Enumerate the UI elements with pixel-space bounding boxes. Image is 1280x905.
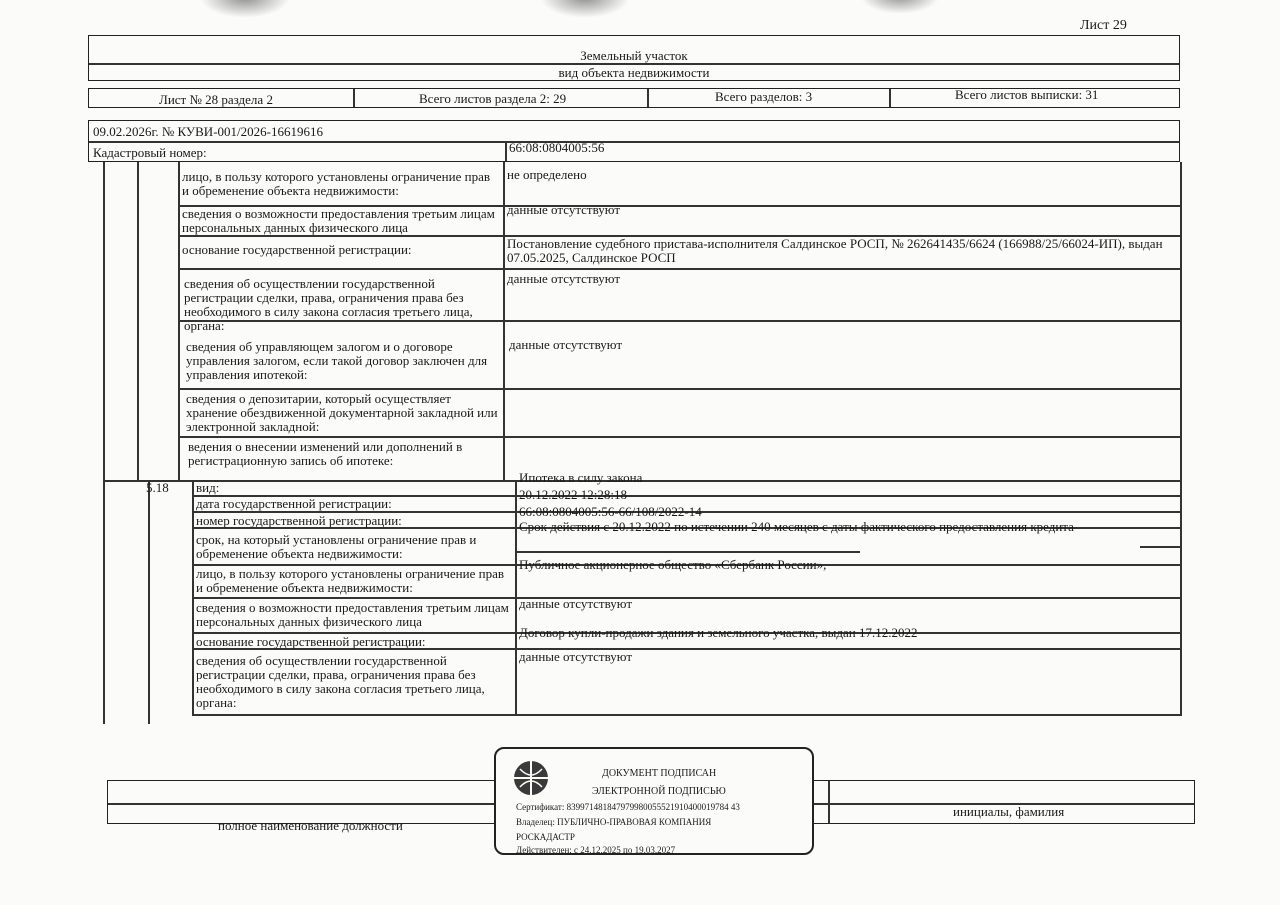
divider [353, 89, 355, 107]
row-value: Постановление судебного пристава-исполнителя Салдинское РОСП, № 262641435/6624 (166988/25/66024-ИП), выдан 07.05.2025, Салдинское РОСП [507, 236, 1163, 265]
s518-value: Срок действия с 20.12.2022 по истечении 240 месяцев с даты фактического предоставления кредита [519, 519, 1074, 534]
row-label: сведения о депозитарии, который осуществляет хранение обездвиженной документарной закладной или электронной закладной: [186, 391, 498, 434]
divider [828, 781, 830, 823]
stamp-owner-name: РОСКАДАСТР [516, 832, 575, 842]
underline [515, 551, 860, 553]
s518-label: срок, на который установлены ограничение прав и обременение объекта недвижимости: [196, 532, 477, 561]
table-col-number-border [137, 162, 139, 480]
total-section-sheets: Всего листов раздела 2: 29 [419, 91, 567, 106]
underline [1140, 546, 1182, 548]
row-label: сведения об управляющем залогом и о договоре управления залогом, если такой договор заключен для управления ипотекой: [186, 339, 488, 382]
s518-label: номер государственной регистрации: [196, 513, 402, 528]
stamp-validity: Действителен: с 24.12.2025 по 19.03.2027 [516, 845, 676, 855]
row-label: лицо, в пользу которого установлены ограничение прав и обременение объекта недвижимости: [182, 169, 490, 198]
row-label: сведения о возможности предоставления третьим лицам персональных данных физического лица [182, 206, 495, 235]
doc-ref-box [88, 120, 1180, 162]
s518-label: сведения об осуществлении государственной регистрации сделки, права, ограничения права без необходимого в силу закона согласия третьего лица, органа: [196, 653, 485, 710]
scan-smudge [200, 0, 290, 18]
stamp-line-2: ЭЛЕКТРОННОЙ ПОДПИСЬЮ [592, 786, 726, 797]
divider [647, 89, 649, 107]
electronic-signature-stamp [494, 747, 814, 855]
initials-caption: инициалы, фамилия [953, 804, 1065, 819]
cadastral-number: 66:08:0804005:56 [509, 140, 605, 155]
section-sheet: Лист № 28 раздела 2 [159, 92, 273, 107]
s518-value: данные отсутствуют [519, 649, 633, 664]
emblem-icon [512, 759, 550, 797]
row-value: данные отсутствуют [509, 337, 623, 352]
total-extract-sheets: Всего листов выписки: 31 [955, 87, 1099, 102]
s518-value: Публичное акционерное общество «Сбербанк России», [519, 557, 827, 572]
row-divider [178, 388, 1182, 390]
stamp-certificate: Сертификат: 839971481847979980055521910400019784 43 [516, 802, 740, 812]
s518-value: данные отсутствуют [519, 596, 633, 611]
row-divider [178, 436, 1182, 438]
scan-smudge [860, 0, 940, 14]
object-type-box [88, 35, 1180, 81]
scan-smudge [540, 0, 630, 18]
row-value: не определено [507, 167, 587, 182]
stamp-line-1: ДОКУМЕНТ ПОДПИСАН [602, 768, 717, 779]
s518-label: дата государственной регистрации: [196, 496, 392, 511]
table-left-border [103, 162, 105, 724]
stamp-owner: Владелец: ПУБЛИЧНО-ПРАВОВАЯ КОМПАНИЯ [516, 817, 712, 827]
s518-label: сведения о возможности предоставления третьим лицам персональных данных физического лица [196, 600, 509, 629]
position-caption: полное наименование должности [218, 818, 403, 833]
s518-value: 66:08:0804005:56-66/108/2022-14 [519, 504, 702, 519]
s518-label: основание государственной регистрации: [196, 634, 426, 649]
sheet-info-row [88, 88, 1180, 108]
object-type: Земельный участок [580, 48, 688, 63]
divider [505, 141, 507, 161]
table-bottom-border [192, 714, 1182, 716]
sheet-number: Лист 29 [1080, 18, 1127, 33]
row-label: основание государственной регистрации: [182, 242, 412, 257]
table-col-number-border-lower [148, 480, 150, 724]
s518-value: Ипотека в силу закона [519, 470, 643, 485]
row-divider [178, 268, 1182, 270]
divider [889, 89, 891, 107]
divider [89, 141, 1179, 143]
s518-label: вид: [196, 480, 220, 495]
object-kind-caption: вид объекта недвижимости [558, 65, 710, 80]
total-sections: Всего разделов: 3 [715, 89, 813, 104]
doc-ref: 09.02.2026г. № КУВИ-001/2026-16619616 [93, 124, 323, 139]
cadastral-label: Кадастровый номер: [93, 145, 207, 160]
section-number: 5.18 [146, 480, 169, 495]
s518-value: Договор купли-продажи здания и земельного участка, выдан 17.12.2022 [519, 625, 918, 640]
row-value: данные отсутствуют [507, 271, 621, 286]
row-value: данные отсутствуют [507, 202, 621, 217]
row-label: сведения об осуществлении государственной регистрации сделки, права, ограничения права без необходимого в силу закона согласия третьего лица, органа: [184, 276, 473, 333]
s518-value: 20.12.2022 12:28:18 [519, 487, 627, 502]
row-label: ведения о внесении изменений или дополнений в регистрационную запись об ипотеке: [188, 439, 463, 468]
s518-label: лицо, в пользу которого установлены ограничение прав и обременение объекта недвижимости: [196, 566, 504, 595]
